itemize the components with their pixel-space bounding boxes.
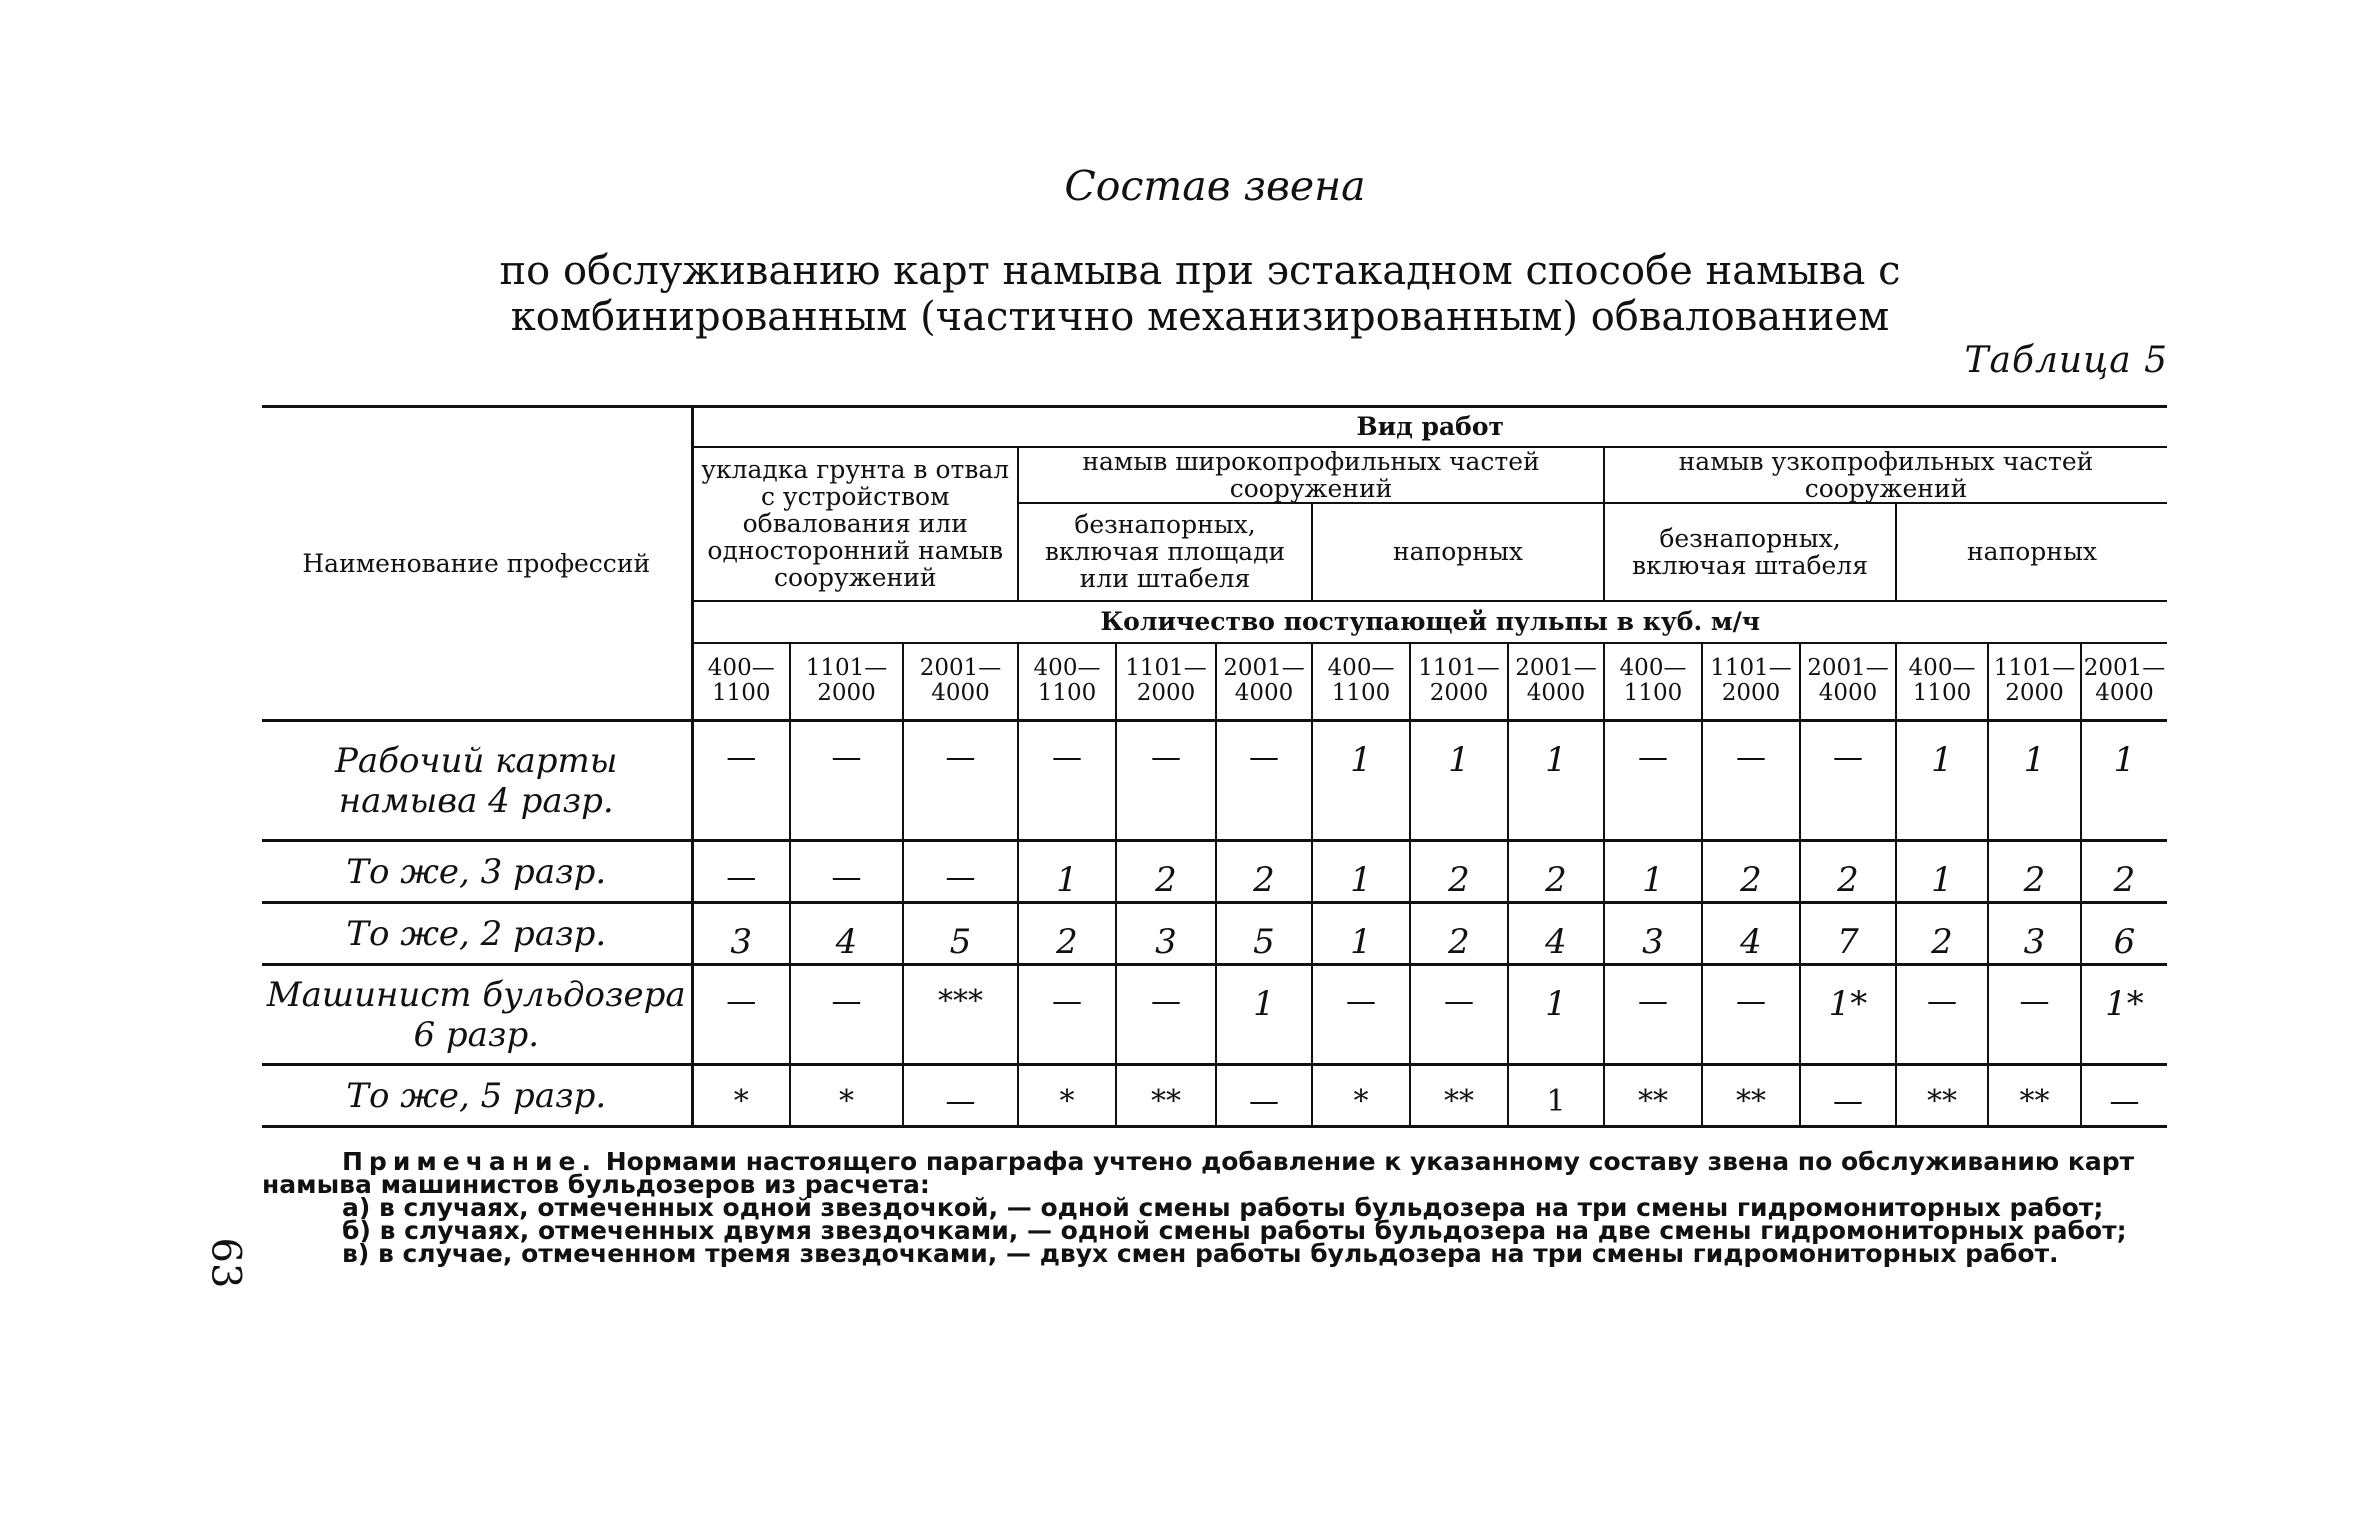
row-value-cell: 1 (1604, 841, 1702, 903)
note (262, 1147, 2167, 1268)
row-value-cell: — (1216, 1065, 1312, 1127)
row-value-cell: 4 (1702, 903, 1800, 965)
row-value-cell: — (1702, 965, 1800, 1065)
range-header: 1101— 2000 (1116, 643, 1216, 721)
row-value-cell: * (692, 1065, 790, 1127)
note-item: в) в случае, отмеченном тремя звездочками, — двух смен работы бульдозера на три смены гидромониторных работ. (342, 1239, 2059, 1268)
row-value-cell: ** (1116, 1065, 1216, 1127)
row-value-cell: — (790, 721, 903, 841)
table-number: Таблица 5 (1964, 340, 2168, 381)
range-header: 1101— 2000 (1988, 643, 2081, 721)
row-value-cell: 2 (2081, 841, 2167, 903)
row-value-cell: * (1312, 1065, 1410, 1127)
range-header: 2001— 4000 (1800, 643, 1896, 721)
row-value-cell: ** (1604, 1065, 1702, 1127)
table-row (262, 721, 2167, 841)
range-header: 2001— 4000 (2081, 643, 2167, 721)
row-value-cell: 1 (1312, 841, 1410, 903)
subgroup-header-2b: напорных (1312, 503, 1604, 601)
work-type-header: Вид работ (692, 407, 2167, 447)
row-profession-name: То же, 2 разр. (262, 903, 692, 965)
range-header: 1101— 2000 (1702, 643, 1800, 721)
row-value-cell: * (1018, 1065, 1116, 1127)
row-value-cell: — (692, 721, 790, 841)
row-value-cell: 2 (1508, 841, 1604, 903)
row-value-cell: — (692, 965, 790, 1065)
row-value-cell: 2 (1800, 841, 1896, 903)
row-value-cell: 1 (1896, 841, 1988, 903)
row-value-cell: — (1018, 965, 1116, 1065)
row-value-cell: — (1312, 965, 1410, 1065)
note-label: Примечание. (342, 1147, 598, 1176)
row-value-cell: — (1116, 721, 1216, 841)
document-title: Состав звена (1064, 162, 1366, 210)
flow-header: Количество поступающей пульпы в куб. м/ч (692, 601, 2167, 643)
subgroup-header-2a: безнапорных, включая площади или штабеля (1018, 503, 1312, 601)
range-header: 400— 1100 (1604, 643, 1702, 721)
row-value-cell: 5 (903, 903, 1018, 965)
range-header: 400— 1100 (692, 643, 790, 721)
row-value-cell: 7 (1800, 903, 1896, 965)
group-header-1: укладка грунта в отвал с устройством обвалования или односторонний намыв сооружений (692, 447, 1018, 601)
row-value-cell: *** (903, 965, 1018, 1065)
row-value-cell: 2 (1410, 841, 1508, 903)
subgroup-header-3a: безнапорных, включая штабеля (1604, 503, 1896, 601)
row-value-cell: 1 (1216, 965, 1312, 1065)
row-value-cell: — (1604, 721, 1702, 841)
note-item: б) в случаях, отмеченных двумя звездочками, — одной смены работы бульдозера на две смены гидромониторных работ; (342, 1216, 2127, 1245)
row-value-cell: 2 (1702, 841, 1800, 903)
range-header: 400— 1100 (1312, 643, 1410, 721)
group-header-2: намыв широкопрофильных частей сооружений (1018, 447, 1604, 503)
row-value-cell: 4 (1508, 903, 1604, 965)
crew-composition-table (262, 405, 2167, 1128)
row-value-cell: 1 (1410, 721, 1508, 841)
row-profession-name: Рабочий карты намыва 4 разр. (262, 721, 692, 841)
document-subtitle: по обслуживанию карт намыва при эстакадном способе намыва с комбинированным (частично механизированным) обвалованием (499, 248, 1901, 340)
range-header: 400— 1100 (1896, 643, 1988, 721)
row-value-cell: 4 (790, 903, 903, 965)
row-value-cell: — (692, 841, 790, 903)
note-intro: Нормами настоящего параграфа учтено добавление к указанному составу звена по обслуживанию карт намыва машинистов бульдозеров из расчета: (262, 1147, 2135, 1199)
group-header-3: намыв узкопрофильных частей сооружений (1604, 447, 2167, 503)
row-value-cell: — (1896, 965, 1988, 1065)
range-header: 1101— 2000 (790, 643, 903, 721)
row-value-cell: — (1410, 965, 1508, 1065)
row-value-cell: ** (1410, 1065, 1508, 1127)
row-value-cell: 2 (1410, 903, 1508, 965)
table-row (262, 903, 2167, 965)
page-number: 63 (202, 1237, 249, 1289)
row-value-cell: — (903, 1065, 1018, 1127)
row-value-cell: — (790, 965, 903, 1065)
row-value-cell: * (790, 1065, 903, 1127)
row-value-cell: — (1216, 721, 1312, 841)
row-value-cell: — (1800, 721, 1896, 841)
row-profession-name: Машинист бульдозера 6 разр. (262, 965, 692, 1065)
row-value-cell: 6 (2081, 903, 2167, 965)
table-body (262, 721, 2167, 1127)
row-value-cell: 1 (2081, 721, 2167, 841)
row-value-cell: 1 (1312, 721, 1410, 841)
row-value-cell: — (903, 841, 1018, 903)
row-value-cell: — (1604, 965, 1702, 1065)
row-value-cell: 1 (1508, 1065, 1604, 1127)
row-profession-name: То же, 3 разр. (262, 841, 692, 903)
row-value-cell: ** (1988, 1065, 2081, 1127)
note-item: а) в случаях, отмеченных одной звездочкой, — одной смены работы бульдозера на три смены гидромониторных работ; (342, 1193, 2104, 1222)
row-value-cell: — (790, 841, 903, 903)
row-value-cell: 5 (1216, 903, 1312, 965)
range-header: 400— 1100 (1018, 643, 1116, 721)
row-value-cell: 3 (1604, 903, 1702, 965)
row-value-cell: 2 (1018, 903, 1116, 965)
row-value-cell: 1 (1018, 841, 1116, 903)
table-row (262, 1065, 2167, 1127)
row-value-cell: — (1988, 965, 2081, 1065)
row-value-cell: ** (1702, 1065, 1800, 1127)
table-row (262, 841, 2167, 903)
row-value-cell: 1* (1800, 965, 1896, 1065)
row-value-cell: — (1018, 721, 1116, 841)
range-header: 2001— 4000 (1508, 643, 1604, 721)
row-value-cell: 1* (2081, 965, 2167, 1065)
row-value-cell: 3 (1116, 903, 1216, 965)
profession-header: Наименование профессий (262, 407, 692, 721)
row-value-cell: 2 (1116, 841, 1216, 903)
row-value-cell: — (1702, 721, 1800, 841)
range-header: 2001— 4000 (903, 643, 1018, 721)
row-value-cell: — (1800, 1065, 1896, 1127)
table-row (262, 965, 2167, 1065)
row-value-cell: 1 (1988, 721, 2081, 841)
row-value-cell: 1 (1312, 903, 1410, 965)
row-value-cell: 2 (1896, 903, 1988, 965)
row-value-cell: — (2081, 1065, 2167, 1127)
row-value-cell: 2 (1988, 841, 2081, 903)
row-value-cell: 1 (1896, 721, 1988, 841)
subgroup-header-3b: напорных (1896, 503, 2167, 601)
row-value-cell: — (1116, 965, 1216, 1065)
row-value-cell: 1 (1508, 965, 1604, 1065)
row-value-cell: 3 (1988, 903, 2081, 965)
row-value-cell: — (903, 721, 1018, 841)
row-profession-name: То же, 5 разр. (262, 1065, 692, 1127)
row-value-cell: 1 (1508, 721, 1604, 841)
range-header: 1101— 2000 (1410, 643, 1508, 721)
row-value-cell: 2 (1216, 841, 1312, 903)
range-header: 2001— 4000 (1216, 643, 1312, 721)
row-value-cell: 3 (692, 903, 790, 965)
row-value-cell: ** (1896, 1065, 1988, 1127)
